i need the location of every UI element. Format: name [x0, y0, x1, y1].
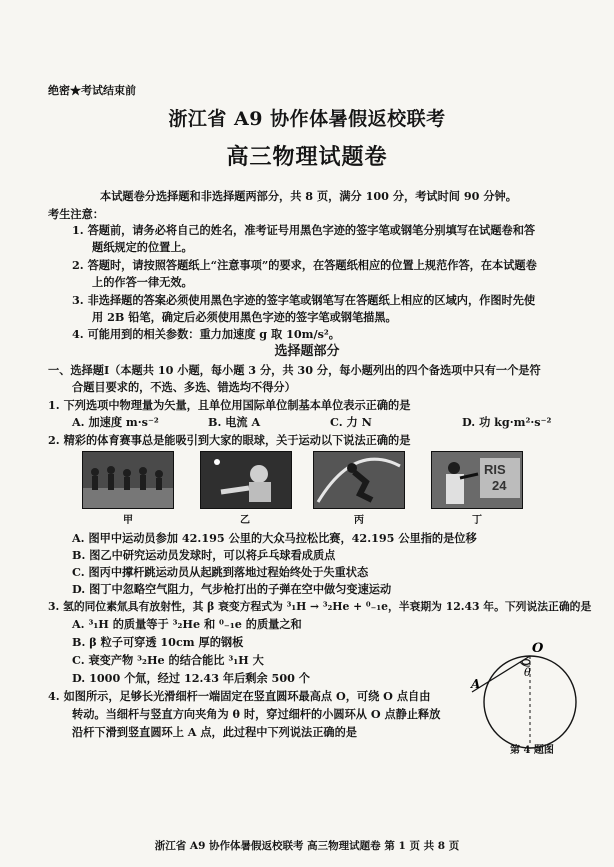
- note-1-line-2: 题纸规定的位置上。: [92, 240, 193, 254]
- photo-table-tennis: [200, 451, 292, 509]
- photo-air-rifle: [431, 451, 523, 509]
- q1-option-b: B. 电流 A: [208, 415, 261, 429]
- caption-bing: 丙: [354, 515, 364, 526]
- notice-heading: 考生注意：: [48, 207, 104, 221]
- q2-option-b: B. 图乙中研究运动员发球时，可以将乒乓球看成质点: [72, 548, 336, 562]
- q2-stem: 2. 精彩的体育赛事总是能吸引到大家的眼球，关于运动以下说法正确的是: [48, 433, 411, 447]
- note-1-line-1: 1. 答题前，请务必将自己的姓名，准考证号用黑色字迹的签字笔或钢笔分别填写在试题卷和答: [72, 223, 536, 237]
- label-a: A: [471, 677, 481, 691]
- photo-marathon: [82, 451, 174, 509]
- q2-option-d: D. 图丁中忽略空气阻力，气步枪打出的子弹在空中做匀变速运动: [72, 582, 392, 596]
- confidential-mark: 绝密★考试结束前: [48, 84, 136, 97]
- paper-title: 高三物理试题卷: [226, 144, 388, 170]
- q2-option-c: C. 图丙中撑杆跳运动员从起跳到落地过程始终处于失重状态: [72, 565, 369, 579]
- caption-jia: 甲: [123, 515, 133, 526]
- q3-stem: 3. 氢的同位素氚具有放射性，其 β 衰变方程式为 ³₁H → ³₂He + ⁰₋₁e，半衰期为 12.43 年。下列说法正确的是: [48, 600, 592, 613]
- photo-pole-vault: [313, 451, 405, 509]
- q4-figure: [468, 640, 588, 750]
- part1-instruction-line-1: 一、选择题Ⅰ（本题共 10 小题，每小题 3 分，共 30 分，每小题列出的四个备选项中只有一个是符: [48, 363, 541, 377]
- q3-option-c: C. 衰变产物 ³₂He 的结合能比 ³₁H 大: [72, 653, 264, 667]
- q4-line-1: 4. 如图所示，足够长光滑细杆一端固定在竖直圆环最高点 O，可绕 O 点自由: [48, 689, 431, 703]
- smooth-rod: [472, 656, 530, 692]
- q3-option-d: D. 1000 个氚，经过 12.43 年后剩余 500 个: [72, 671, 310, 685]
- small-ring: [522, 660, 530, 665]
- q1-option-a: A. 加速度 m·s⁻²: [72, 415, 159, 429]
- page-footer: 浙江省 A9 协作体暑假返校联考 高三物理试题卷 第 1 页 共 8 页: [154, 840, 460, 852]
- note-3-line-2: 用 2B 铅笔，确定后必须使用黑色字迹的签字笔或钢笔描黑。: [92, 310, 397, 324]
- caption-yi: 乙: [240, 515, 250, 526]
- note-3-line-1: 3. 非选择题的答案必须使用黑色字迹的签字笔或钢笔写在答题纸上相应的区域内，作图时先使: [72, 293, 536, 307]
- q4-line-3: 沿杆下滑到竖直圆环上 A 点，此过程中下列说法正确的是: [72, 725, 357, 739]
- note-2-line-1: 2. 答题时，请按照答题纸上“注意事项”的要求，在答题纸相应的位置上规范作答，在本试题卷: [72, 258, 537, 272]
- q4-line-2: 转动。当细杆与竖直方向夹角为 θ 时，穿过细杆的小圆环从 O 点静止释放: [72, 707, 441, 721]
- note-4: 4. 可能用到的相关参数：重力加速度 g 取 10m/s²。: [72, 327, 340, 341]
- q3-option-a: A. ³₁H 的质量等于 ³₂He 和 ⁰₋₁e 的质量之和: [72, 617, 302, 631]
- q1-option-d: D. 功 kg·m²·s⁻²: [462, 415, 552, 429]
- figure-caption: 第 4 题图: [510, 745, 554, 756]
- exam-summary: 本试题卷分选择题和非选择题两部分，共 8 页，满分 100 分，考试时间 90 分钟。: [100, 189, 517, 203]
- part1-instruction-line-2: 合题目要求的，不选、多选、错选均不得分）: [72, 380, 296, 394]
- q1-stem: 1. 下列选项中物理量为矢量，且单位用国际单位制基本单位表示正确的是: [48, 398, 411, 412]
- photo-backdrop-text-2: 24: [492, 478, 507, 493]
- caption-ding: 丁: [472, 515, 482, 526]
- section-title: 选择题部分: [274, 344, 340, 359]
- q3-option-b: B. β 粒子可穿透 10cm 厚的钢板: [72, 635, 244, 649]
- q2-option-a: A. 图甲中运动员参加 42.195 公里的大众马拉松比赛，42.195 公里指的是位移: [72, 531, 477, 545]
- label-o: O: [532, 641, 544, 656]
- q1-option-c: C. 力 N: [330, 415, 372, 429]
- note-2-line-2: 上的作答一律无效。: [92, 275, 193, 289]
- label-theta: θ: [524, 666, 531, 679]
- exam-title: 浙江省 A9 协作体暑假返校联考: [168, 108, 446, 130]
- photo-backdrop-text-1: RIS: [484, 462, 506, 477]
